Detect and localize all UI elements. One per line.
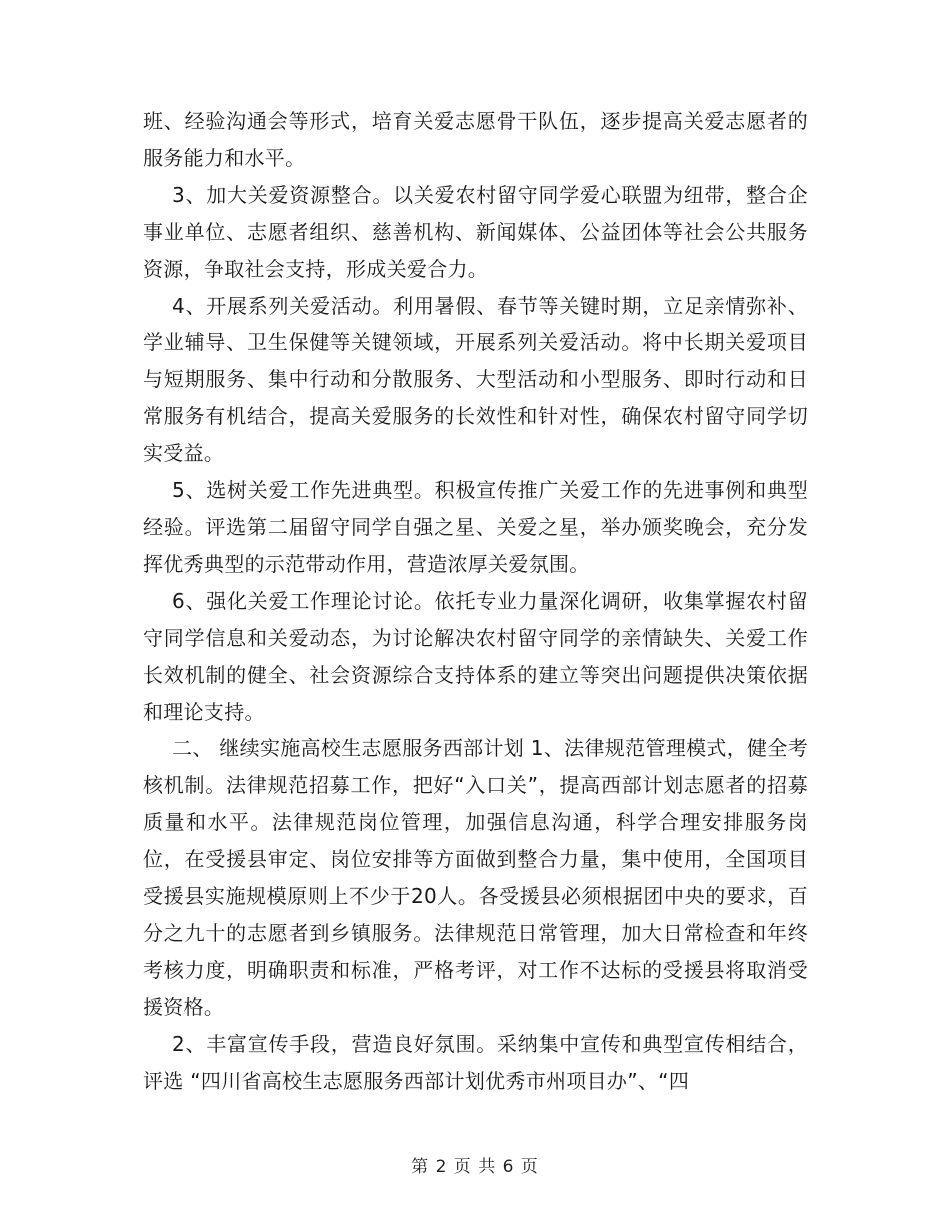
paragraph-item-4: 4、开展系列关爱活动。利用暑假、春节等关键时期，立足亲情弥补、学业辅导、卫生保健等关键领域，开展系列关爱活动。将中长期关爱项目与短期服务、集中行动和分散服务、大型活动和小型服务、即时行动和日常服务有机结合，提高关爱服务的长效性和针对性，确保农村留守同学切实受益。	[143, 293, 808, 466]
document-body	[143, 103, 808, 1099]
paragraph-item-5: 5、选树关爱工作先进典型。积极宣传推广关爱工作的先进事例和典型经验。评选第二届留守同学自强之星、关爱之星，举办颁奖晚会，充分发挥优秀典型的示范带动作用，营造浓厚关爱氛围。	[143, 478, 808, 576]
paragraph-item-6: 6、强化关爱工作理论讨论。依托专业力量深化调研，收集掌握农村留守同学信息和关爱动态，为讨论解决农村留守同学的亲情缺失、关爱工作长效机制的健全、社会资源综合支持体系的建立等突出问题提供决策依据和理论支持。	[143, 588, 808, 724]
paragraph-section-2: 二、 继续实施高校生志愿服务西部计划 1、法律规范管理模式，健全考核机制。法律规范招募工作，把好“入口关”，提高西部计划志愿者的招募质量和水平。法律规范岗位管理，加强信息沟通，科学合理安排服务岗位，在受援县审定、岗位安排等方面做到整合力量，集中使用，全国项目受援县实施规模原则上不少于20人。各受援县必须根据团中央的要求，百分之九十的志愿者到乡镇服务。法律规范日常管理，加大日常检查和年终考核力度，明确职责和标准，严格考评，对工作不达标的受援县将取消受援资格。	[143, 736, 808, 1019]
paragraph-continuation: 班、经验沟通会等形式，培育关爱志愿骨干队伍，逐步提高关爱志愿者的服务能力和水平。	[143, 109, 808, 170]
paragraph-item-3: 3、加大关爱资源整合。以关爱农村留守同学爱心联盟为纽带，整合企事业单位、志愿者组织、慈善机构、新闻媒体、公益团体等社会公共服务资源，争取社会支持，形成关爱合力。	[143, 182, 808, 281]
paragraph-section-2-item-2: 2、丰富宣传手段，营造良好氛围。采纳集中宣传和典型宣传相结合，评选 “四川省高校生志愿服务西部计划优秀市州项目办”、“四	[143, 1031, 808, 1093]
page-footer: 第 2 页 共 6 页	[411, 1157, 539, 1177]
